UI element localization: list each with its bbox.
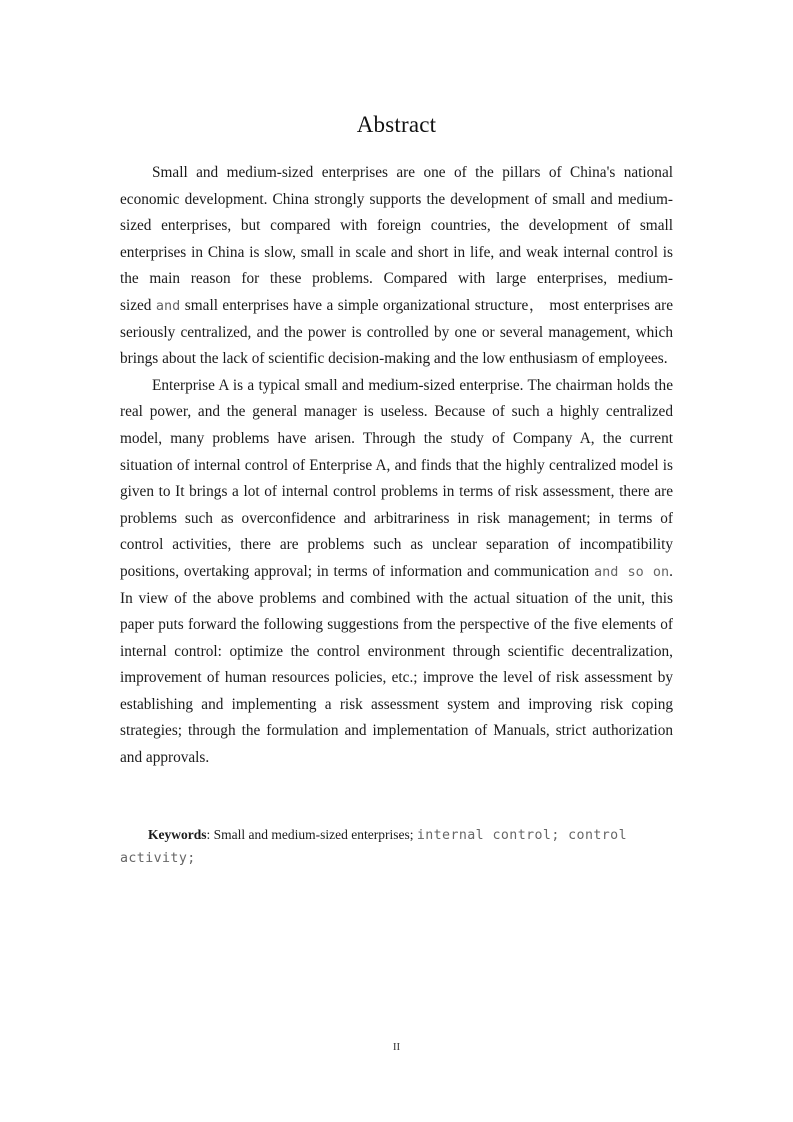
- paragraph-2-text-a: Enterprise A is a typical small and medium-sized enterprise. The chairman holds the real power, and the general manager is useless. Because of such a highly centralized model, many problems have arisen. Through the study of Company A, the current situation of internal control of Enterprise A, and finds that the highly centralized model is given to It brings a lot of internal control problems in terms of risk assessment, there are problems such as overconfidence and arbitrariness in risk management; in terms of control activities, there are problems such as unclear separation of incompatibility positions, overtaking approval; in terms of information and communication: [120, 376, 673, 580]
- keywords-line: [120, 824, 673, 870]
- keywords-mono-terms: internal control; control activity;: [120, 828, 627, 866]
- keywords-separator: :: [206, 827, 214, 842]
- paragraph-1-text-a: Small and medium-sized enterprises are one of the pillars of China's national economic development. China strongly supports the development of small and medium-sized enterprises, but compared with foreign countries, the development of small enterprises in China is slow, small in scale and short in life, and weak internal control is the main reason for these problems. Compared with large enterprises, medium-sized: [120, 164, 673, 314]
- paragraph-1-mono-and: and: [155, 297, 181, 314]
- paragraph-1-text-b: small enterprises have a simple organizational structure， most enterprises are seriously centralized, and the power is controlled by one or several management, which brings about the lack of scientific decision-making and the low enthusiasm of employees.: [120, 296, 673, 368]
- abstract-title: Abstract: [356, 112, 437, 137]
- abstract-paragraph-2: [120, 373, 673, 772]
- paragraph-2-mono-and-so-on: and so on: [593, 563, 670, 580]
- abstract-body: [120, 160, 673, 772]
- abstract-paragraph-1: [120, 160, 673, 373]
- keywords-label: Keywords: [148, 827, 207, 842]
- page-number: II: [392, 1041, 401, 1053]
- keywords-serif-terms: Small and medium-sized enterprises;: [213, 827, 417, 842]
- paragraph-2-text-b: . In view of the above problems and combined with the actual situation of the unit, this paper puts forward the following suggestions from the perspective of the five elements of internal control: optimize the control environment through scientific decentralization, improvement of human resources policies, etc.; improve the level of risk assessment by establishing and implementing a risk assessment system and improving risk coping strategies; through the formulation and implementation of Manuals, strict authorization and approvals.: [120, 562, 673, 767]
